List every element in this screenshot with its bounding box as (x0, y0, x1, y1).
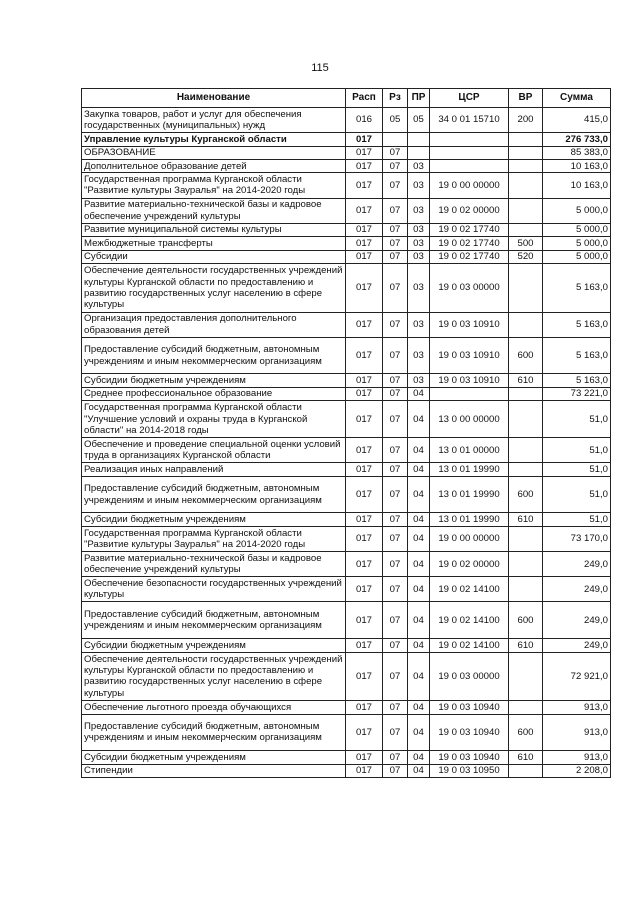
cell-vr: 520 (509, 250, 543, 263)
table-row (82, 714, 611, 751)
cell-rz: 07 (383, 577, 408, 602)
cell-pr (408, 133, 430, 146)
cell-sum: 10 163,0 (543, 173, 611, 198)
cell-vr (509, 223, 543, 236)
cell-name: Субсидии (82, 250, 346, 263)
cell-rasp: 017 (346, 223, 383, 236)
table-row (82, 552, 611, 577)
cell-rz: 07 (383, 312, 408, 337)
cell-rasp: 017 (346, 438, 383, 463)
cell-csr: 19 0 03 10910 (430, 312, 509, 337)
cell-name: Субсидии бюджетным учреждениям (82, 751, 346, 764)
cell-rasp: 017 (346, 374, 383, 387)
cell-csr: 34 0 01 15710 (430, 108, 509, 133)
cell-sum: 73 221,0 (543, 387, 611, 400)
cell-rasp: 016 (346, 108, 383, 133)
cell-pr: 04 (408, 764, 430, 777)
cell-rasp: 017 (346, 602, 383, 639)
cell-csr: 19 0 02 00000 (430, 552, 509, 577)
cell-rz: 07 (383, 751, 408, 764)
cell-pr: 03 (408, 237, 430, 250)
cell-csr: 19 0 03 10940 (430, 701, 509, 714)
table-row (82, 438, 611, 463)
cell-pr: 04 (408, 714, 430, 751)
cell-rasp: 017 (346, 577, 383, 602)
cell-rasp: 017 (346, 250, 383, 263)
header-csr: ЦСР (430, 89, 509, 108)
cell-pr: 04 (408, 639, 430, 652)
cell-sum: 51,0 (543, 476, 611, 513)
cell-sum: 913,0 (543, 751, 611, 764)
cell-csr: 19 0 00 00000 (430, 526, 509, 551)
cell-csr: 19 0 02 00000 (430, 198, 509, 223)
table-row (82, 751, 611, 764)
cell-sum: 249,0 (543, 602, 611, 639)
cell-rz: 07 (383, 513, 408, 526)
table-row (82, 312, 611, 337)
cell-vr (509, 764, 543, 777)
cell-sum: 5 163,0 (543, 374, 611, 387)
cell-name: Развитие муниципальной системы культуры (82, 223, 346, 236)
cell-rz: 07 (383, 714, 408, 751)
cell-vr: 600 (509, 714, 543, 751)
table-row (82, 401, 611, 438)
table-row (82, 263, 611, 312)
cell-csr: 19 0 03 00000 (430, 652, 509, 701)
cell-sum: 913,0 (543, 701, 611, 714)
cell-rasp: 017 (346, 387, 383, 400)
cell-vr (509, 701, 543, 714)
cell-sum: 51,0 (543, 513, 611, 526)
cell-rz: 07 (383, 438, 408, 463)
cell-pr: 04 (408, 526, 430, 551)
cell-rasp: 017 (346, 526, 383, 551)
table-row (82, 159, 611, 172)
table-row (82, 198, 611, 223)
cell-vr: 610 (509, 374, 543, 387)
cell-rz: 07 (383, 223, 408, 236)
cell-rasp: 017 (346, 639, 383, 652)
table-row (82, 337, 611, 374)
cell-sum: 73 170,0 (543, 526, 611, 551)
cell-csr: 19 0 03 10910 (430, 374, 509, 387)
cell-vr (509, 263, 543, 312)
table-row (82, 387, 611, 400)
cell-rz: 07 (383, 146, 408, 159)
cell-rz: 07 (383, 173, 408, 198)
cell-sum: 5 000,0 (543, 250, 611, 263)
cell-rz: 07 (383, 250, 408, 263)
cell-name: Обеспечение льготного проезда обучающихся (82, 701, 346, 714)
cell-pr: 04 (408, 652, 430, 701)
cell-vr (509, 552, 543, 577)
cell-sum: 249,0 (543, 552, 611, 577)
cell-name: Управление культуры Курганской области (82, 133, 346, 146)
cell-sum: 5 163,0 (543, 312, 611, 337)
cell-name: Предоставление субсидий бюджетным, автономным учреждениям и иным некоммерческим организациям (82, 602, 346, 639)
table-row (82, 237, 611, 250)
cell-csr: 19 0 03 00000 (430, 263, 509, 312)
cell-rasp: 017 (346, 237, 383, 250)
cell-sum: 51,0 (543, 463, 611, 476)
table-row (82, 639, 611, 652)
cell-pr: 03 (408, 263, 430, 312)
cell-pr: 03 (408, 223, 430, 236)
cell-pr: 04 (408, 438, 430, 463)
cell-rasp: 017 (346, 476, 383, 513)
cell-name: Развитие материально-технической базы и кадровое обеспечение учреждений культуры (82, 198, 346, 223)
cell-rasp: 017 (346, 263, 383, 312)
header-rz: Рз (383, 89, 408, 108)
cell-name: Государственная программа Курганской области "Улучшение условий и охраны труда в Курганской области" на 2014-2018 годы (82, 401, 346, 438)
cell-name: Обеспечение деятельности государственных учреждений культуры Курганской области по предоставлению и развитию государственных услуг населению в сфере культуры (82, 652, 346, 701)
cell-rasp: 017 (346, 159, 383, 172)
table-row (82, 476, 611, 513)
cell-rasp: 017 (346, 513, 383, 526)
cell-rasp: 017 (346, 701, 383, 714)
cell-sum: 51,0 (543, 438, 611, 463)
cell-name: Обеспечение и проведение специальной оценки условий труда в организациях Курганской области (82, 438, 346, 463)
cell-pr: 03 (408, 159, 430, 172)
cell-csr: 13 0 01 19990 (430, 476, 509, 513)
cell-rasp: 017 (346, 751, 383, 764)
cell-vr (509, 526, 543, 551)
cell-name: Закупка товаров, работ и услуг для обеспечения государственных (муниципальных) нужд (82, 108, 346, 133)
cell-vr (509, 198, 543, 223)
cell-rz: 07 (383, 602, 408, 639)
cell-name: Предоставление субсидий бюджетным, автономным учреждениям и иным некоммерческим организациям (82, 714, 346, 751)
cell-name: Реализация иных направлений (82, 463, 346, 476)
cell-csr: 19 0 02 17740 (430, 237, 509, 250)
cell-pr: 03 (408, 374, 430, 387)
cell-csr: 19 0 03 10940 (430, 751, 509, 764)
cell-rz: 07 (383, 237, 408, 250)
table-row (82, 108, 611, 133)
cell-name: Среднее профессиональное образование (82, 387, 346, 400)
cell-pr: 04 (408, 552, 430, 577)
cell-pr: 04 (408, 577, 430, 602)
cell-sum: 913,0 (543, 714, 611, 751)
cell-rasp: 017 (346, 463, 383, 476)
cell-sum: 5 000,0 (543, 223, 611, 236)
table-row (82, 652, 611, 701)
cell-csr: 19 0 03 10910 (430, 337, 509, 374)
cell-csr (430, 387, 509, 400)
page-number: 115 (311, 62, 329, 74)
cell-vr (509, 652, 543, 701)
cell-vr (509, 577, 543, 602)
cell-pr: 04 (408, 513, 430, 526)
cell-sum: 249,0 (543, 639, 611, 652)
cell-pr: 03 (408, 250, 430, 263)
cell-rasp: 017 (346, 198, 383, 223)
cell-vr (509, 146, 543, 159)
cell-vr (509, 312, 543, 337)
cell-csr: 13 0 01 19990 (430, 513, 509, 526)
cell-csr: 13 0 01 19990 (430, 463, 509, 476)
cell-pr: 03 (408, 337, 430, 374)
header-name: Наименование (82, 89, 346, 108)
table-row (82, 463, 611, 476)
cell-rz: 07 (383, 701, 408, 714)
header-rasp: Расп (346, 89, 383, 108)
cell-name: Обеспечение безопасности государственных учреждений культуры (82, 577, 346, 602)
cell-sum: 5 000,0 (543, 198, 611, 223)
cell-name: Стипендии (82, 764, 346, 777)
header-sum: Сумма (543, 89, 611, 108)
cell-rz (383, 133, 408, 146)
cell-csr (430, 146, 509, 159)
cell-sum: 51,0 (543, 401, 611, 438)
cell-pr: 04 (408, 701, 430, 714)
cell-vr: 610 (509, 639, 543, 652)
cell-vr (509, 401, 543, 438)
cell-vr (509, 463, 543, 476)
cell-rz: 07 (383, 639, 408, 652)
cell-csr: 19 0 02 14100 (430, 602, 509, 639)
cell-csr (430, 159, 509, 172)
cell-pr: 04 (408, 476, 430, 513)
cell-vr: 610 (509, 751, 543, 764)
cell-vr: 600 (509, 476, 543, 513)
cell-csr: 19 0 02 17740 (430, 250, 509, 263)
cell-sum: 72 921,0 (543, 652, 611, 701)
cell-name: Субсидии бюджетным учреждениям (82, 374, 346, 387)
cell-sum: 5 163,0 (543, 337, 611, 374)
table-row (82, 526, 611, 551)
cell-pr: 04 (408, 401, 430, 438)
cell-csr (430, 133, 509, 146)
cell-name: Предоставление субсидий бюджетным, автономным учреждениям и иным некоммерческим организациям (82, 476, 346, 513)
cell-sum: 85 383,0 (543, 146, 611, 159)
cell-rasp: 017 (346, 764, 383, 777)
cell-rz: 07 (383, 652, 408, 701)
cell-name: Государственная программа Курганской области "Развитие культуры Зауралья" на 2014-2020 годы (82, 526, 346, 551)
cell-vr: 500 (509, 237, 543, 250)
cell-vr: 600 (509, 602, 543, 639)
cell-csr: 13 0 01 00000 (430, 438, 509, 463)
cell-sum: 5 000,0 (543, 237, 611, 250)
cell-pr: 04 (408, 463, 430, 476)
cell-csr: 19 0 02 17740 (430, 223, 509, 236)
cell-rasp: 017 (346, 552, 383, 577)
table-row (82, 223, 611, 236)
cell-pr: 04 (408, 602, 430, 639)
cell-rasp: 017 (346, 133, 383, 146)
cell-rz: 07 (383, 374, 408, 387)
cell-rasp: 017 (346, 173, 383, 198)
table-row (82, 133, 611, 146)
header-vr: ВР (509, 89, 543, 108)
cell-name: Предоставление субсидий бюджетным, автономным учреждениям и иным некоммерческим организациям (82, 337, 346, 374)
cell-rz: 07 (383, 159, 408, 172)
table-row (82, 250, 611, 263)
cell-name: Дополнительное образование детей (82, 159, 346, 172)
header-pr: ПР (408, 89, 430, 108)
cell-name: Обеспечение деятельности государственных учреждений культуры Курганской области по предоставлению и развитию государственных услуг населению в сфере культуры (82, 263, 346, 312)
cell-rz: 07 (383, 526, 408, 551)
cell-pr: 05 (408, 108, 430, 133)
cell-csr: 19 0 03 10950 (430, 764, 509, 777)
table-row (82, 701, 611, 714)
cell-name: Государственная программа Курганской области "Развитие культуры Зауралья" на 2014-2020 годы (82, 173, 346, 198)
cell-rasp: 017 (346, 714, 383, 751)
table-row (82, 577, 611, 602)
table-row (82, 602, 611, 639)
header-row (82, 89, 611, 108)
table-row (82, 374, 611, 387)
cell-vr: 600 (509, 337, 543, 374)
cell-name: Организация предоставления дополнительного образования детей (82, 312, 346, 337)
table-row (82, 764, 611, 777)
cell-sum: 276 733,0 (543, 133, 611, 146)
cell-sum: 10 163,0 (543, 159, 611, 172)
cell-rasp: 017 (346, 401, 383, 438)
cell-rz: 07 (383, 463, 408, 476)
cell-name: Субсидии бюджетным учреждениям (82, 513, 346, 526)
cell-sum: 2 208,0 (543, 764, 611, 777)
cell-rasp: 017 (346, 146, 383, 159)
cell-pr: 03 (408, 173, 430, 198)
cell-name: ОБРАЗОВАНИЕ (82, 146, 346, 159)
cell-rz: 05 (383, 108, 408, 133)
cell-csr: 19 0 03 10940 (430, 714, 509, 751)
cell-rasp: 017 (346, 312, 383, 337)
table-row (82, 146, 611, 159)
cell-rz: 07 (383, 263, 408, 312)
cell-rasp: 017 (346, 652, 383, 701)
cell-vr: 610 (509, 513, 543, 526)
cell-rz: 07 (383, 764, 408, 777)
cell-vr (509, 387, 543, 400)
cell-pr (408, 146, 430, 159)
cell-vr (509, 159, 543, 172)
cell-pr: 03 (408, 198, 430, 223)
cell-rz: 07 (383, 337, 408, 374)
cell-sum: 415,0 (543, 108, 611, 133)
cell-sum: 249,0 (543, 577, 611, 602)
cell-pr: 04 (408, 387, 430, 400)
cell-rz: 07 (383, 552, 408, 577)
cell-name: Межбюджетные трансферты (82, 237, 346, 250)
cell-rasp: 017 (346, 337, 383, 374)
cell-rz: 07 (383, 387, 408, 400)
cell-vr (509, 438, 543, 463)
budget-table (81, 88, 611, 778)
cell-rz: 07 (383, 476, 408, 513)
cell-vr (509, 173, 543, 198)
cell-csr: 13 0 00 00000 (430, 401, 509, 438)
cell-sum: 5 163,0 (543, 263, 611, 312)
table-row (82, 173, 611, 198)
cell-rz: 07 (383, 401, 408, 438)
cell-pr: 04 (408, 751, 430, 764)
cell-vr: 200 (509, 108, 543, 133)
cell-name: Субсидии бюджетным учреждениям (82, 639, 346, 652)
cell-rz: 07 (383, 198, 408, 223)
cell-vr (509, 133, 543, 146)
table-row (82, 513, 611, 526)
cell-csr: 19 0 02 14100 (430, 639, 509, 652)
cell-pr: 03 (408, 312, 430, 337)
cell-csr: 19 0 00 00000 (430, 173, 509, 198)
cell-name: Развитие материально-технической базы и кадровое обеспечение учреждений культуры (82, 552, 346, 577)
cell-csr: 19 0 02 14100 (430, 577, 509, 602)
